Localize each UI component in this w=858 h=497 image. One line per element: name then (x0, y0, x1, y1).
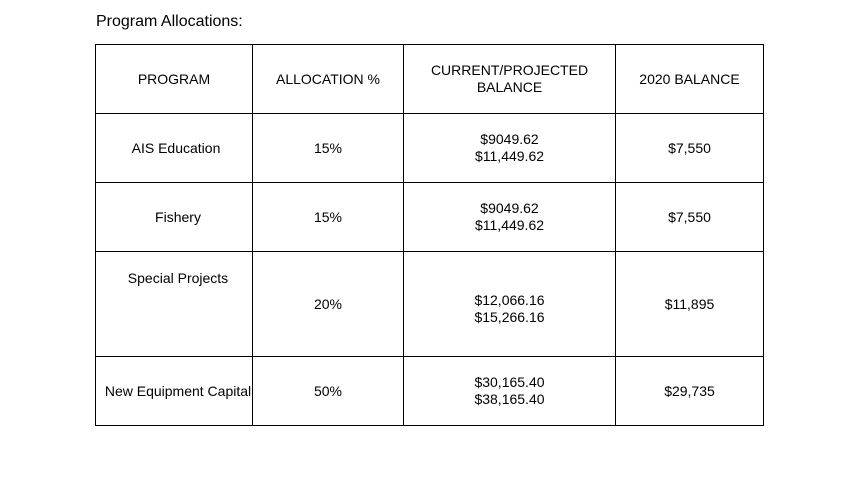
projected-balance: $15,266.16 (474, 309, 545, 325)
allocation-cell: 50% (253, 357, 404, 426)
current-balance: $9049.62 (480, 131, 539, 147)
header-allocation: ALLOCATION % (253, 45, 404, 114)
header-2020-balance: 2020 BALANCE (616, 45, 764, 114)
projected-balance: $11,449.62 (474, 217, 545, 233)
current-balance: $12,066.16 (474, 292, 545, 308)
header-balance-line-2: BALANCE (476, 79, 543, 95)
balance-2020-cell: $7,550 (616, 114, 764, 183)
table-header-row (96, 45, 764, 114)
table-row (96, 357, 764, 426)
program-allocations-table (95, 44, 764, 426)
balance-2020-cell: $11,895 (616, 252, 764, 357)
program-cell: New Equipment Capital (96, 357, 253, 426)
header-balance-line-1: CURRENT/PROJECTED (430, 62, 589, 78)
allocation-cell: 15% (253, 114, 404, 183)
table-row (96, 183, 764, 252)
current-balance: $9049.62 (480, 200, 539, 216)
allocation-cell: 20% (253, 252, 404, 357)
balance-2020-cell: $7,550 (616, 183, 764, 252)
current-projected-cell (404, 357, 616, 426)
current-projected-cell (404, 114, 616, 183)
program-cell: Special Projects (96, 252, 253, 357)
table-row (96, 252, 764, 357)
program-cell: Fishery (96, 183, 253, 252)
header-program: PROGRAM (96, 45, 253, 114)
allocation-cell: 15% (253, 183, 404, 252)
current-projected-cell (404, 183, 616, 252)
projected-balance: $38,165.40 (474, 391, 545, 407)
balance-2020-cell: $29,735 (616, 357, 764, 426)
table-row (96, 114, 764, 183)
current-balance: $30,165.40 (474, 374, 545, 390)
current-projected-cell (404, 252, 616, 357)
program-cell: AIS Education (96, 114, 253, 183)
page-heading: Program Allocations: (96, 13, 243, 30)
header-current-projected-balance (404, 45, 616, 114)
projected-balance: $11,449.62 (474, 148, 545, 164)
